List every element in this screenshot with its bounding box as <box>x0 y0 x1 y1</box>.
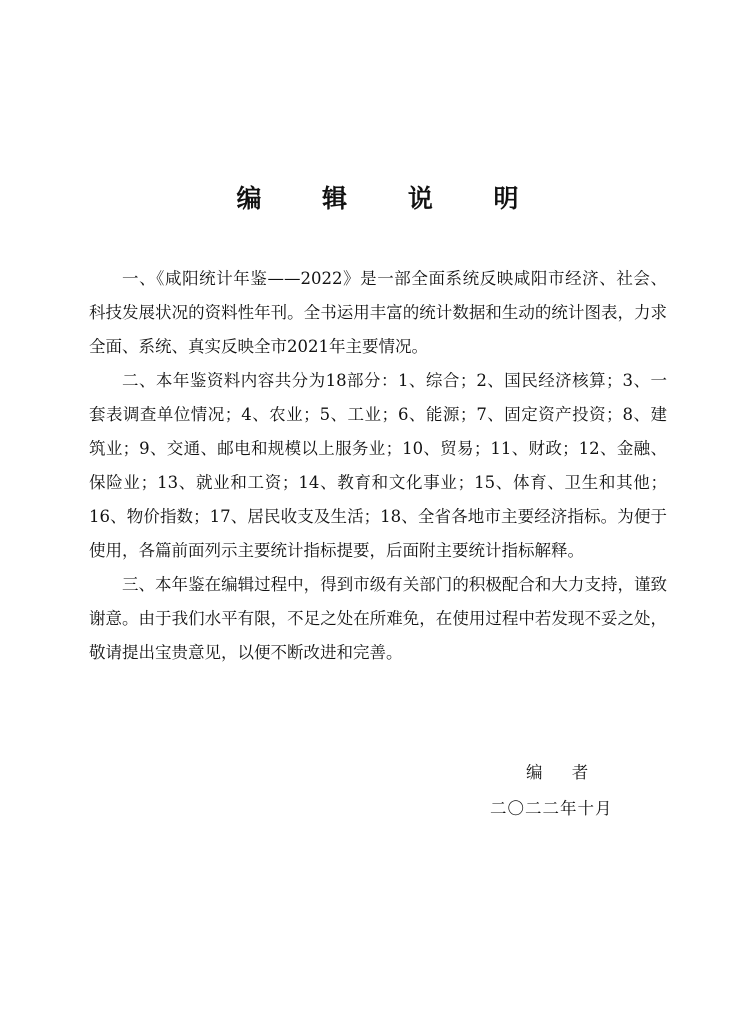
signature: 编 者 <box>526 763 601 782</box>
date: 二〇二二年十月 <box>490 799 613 818</box>
paragraph-1: 一、《咸阳统计年鉴——2022》是一部全面系统反映咸阳市经济、社会、科技发展状况的资料性年刊。全书运用丰富的统计数据和生动的统计图表，力求全面、系统、真实反映全市2021年主要情况。 <box>89 269 667 356</box>
paragraph-3: 三、本年鉴在编辑过程中，得到市级有关部门的积极配合和大力支持，谨致谢意。由于我们水平有限，不足之处在所难免，在使用过程中若发现不妥之处，敬请提出宝贵意见，以便不断改进和完善。 <box>89 575 667 662</box>
body-text <box>89 262 667 670</box>
paragraph-2: 二、本年鉴资料内容共分为18部分：1、综合；2、国民经济核算；3、一套表调查单位情况；4、农业；5、工业；6、能源；7、固定资产投资；8、建筑业；9、交通、邮电和规模以上服务业；10、贸易；11、财政；12、金融、保险业；13、就业和工资；14、教育和文化事业；15、体育、卫生和其他；16、物价指数；17、居民收支及生活；18、全省各地市主要经济指标。为便于使用，各篇前面列示主要统计指标提要，后面附主要统计指标解释。 <box>89 371 667 560</box>
page-title: 编 辑 说 明 <box>236 184 545 213</box>
